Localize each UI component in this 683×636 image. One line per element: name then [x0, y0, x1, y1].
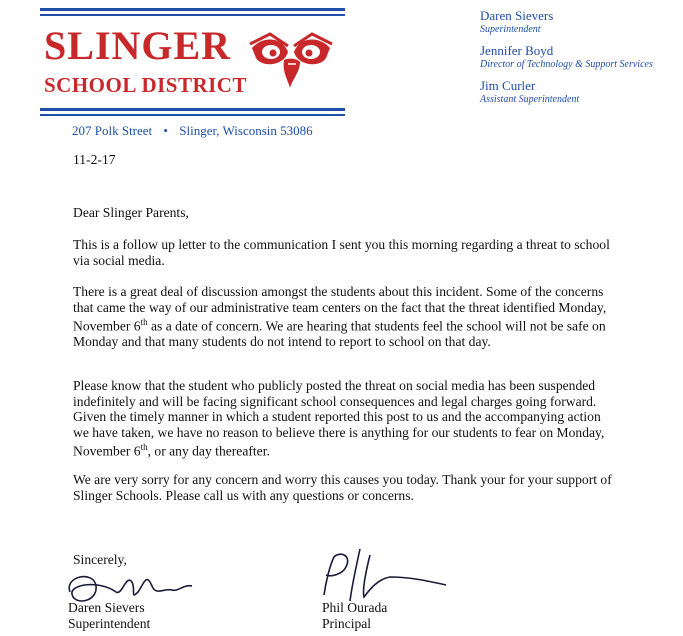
letter-paragraph: Please know that the student who publicly posted the threat on social media has been suspended indefinitely and will be facing significant school consequences and legal charges going forward. Given the timely manner in which a student reported this post to us and the accompanying action we have taken, we have no reason to believe there is anything for our students to fear on Monday, November 6th, or any day thereafter.	[73, 378, 605, 459]
letterhead-rule-top-1	[40, 8, 345, 11]
staff-title: Director of Technology & Support Services	[480, 59, 653, 70]
letter-paragraph: We are very sorry for any concern and worry this causes you today. Thank your for your support of Slinger Schools. Please call us with any questions or concerns.	[73, 472, 612, 503]
staff-entry	[480, 43, 653, 70]
staff-title: Superintendent	[480, 24, 541, 35]
signer-title: Superintendent	[68, 616, 151, 631]
address-city: Slinger, Wisconsin 53086	[179, 123, 313, 138]
staff-entry	[480, 8, 553, 35]
letter-paragraph: There is a great deal of discussion amongst the students about this incident. Some of the concerns that came the way of our administrative team centers on the fact that the threat identified Monday, November 6th as a date of concern. We are hearing that students feel the school will not be safe on Monday and that many students do not intend to report to school on that day.	[73, 284, 607, 350]
staff-name: Jim Curler	[480, 78, 536, 93]
signer-title: Principal	[322, 616, 372, 631]
address-street: 207 Polk Street	[72, 123, 153, 138]
signer-name: Phil Ourada	[322, 600, 388, 615]
letter-closing: Sincerely,	[73, 552, 127, 567]
letterhead-rule-bottom-2	[40, 114, 345, 116]
letter-paragraph: This is a follow up letter to the communication I sent you this morning regarding a threat to school via social media.	[73, 237, 610, 268]
letterhead-rule-bottom-1	[40, 108, 345, 111]
staff-name: Daren Sievers	[480, 8, 554, 23]
signature-scribble-2	[300, 545, 450, 605]
staff-entry	[480, 78, 579, 105]
staff-name: Jennifer Boyd	[480, 43, 554, 58]
district-address	[72, 123, 313, 139]
letterhead-rule-top-2	[40, 14, 345, 16]
staff-title: Assistant Superintendent	[480, 94, 580, 105]
owl-logo-icon	[248, 32, 334, 92]
letter-date: 11-2-17	[73, 152, 116, 167]
district-name-line2: SCHOOL DISTRICT	[44, 73, 247, 97]
address-separator: •	[163, 123, 168, 138]
district-name-line1: SLINGER	[44, 23, 232, 68]
signer-name: Daren Sievers	[68, 600, 145, 615]
letter-salutation: Dear Slinger Parents,	[73, 205, 189, 220]
